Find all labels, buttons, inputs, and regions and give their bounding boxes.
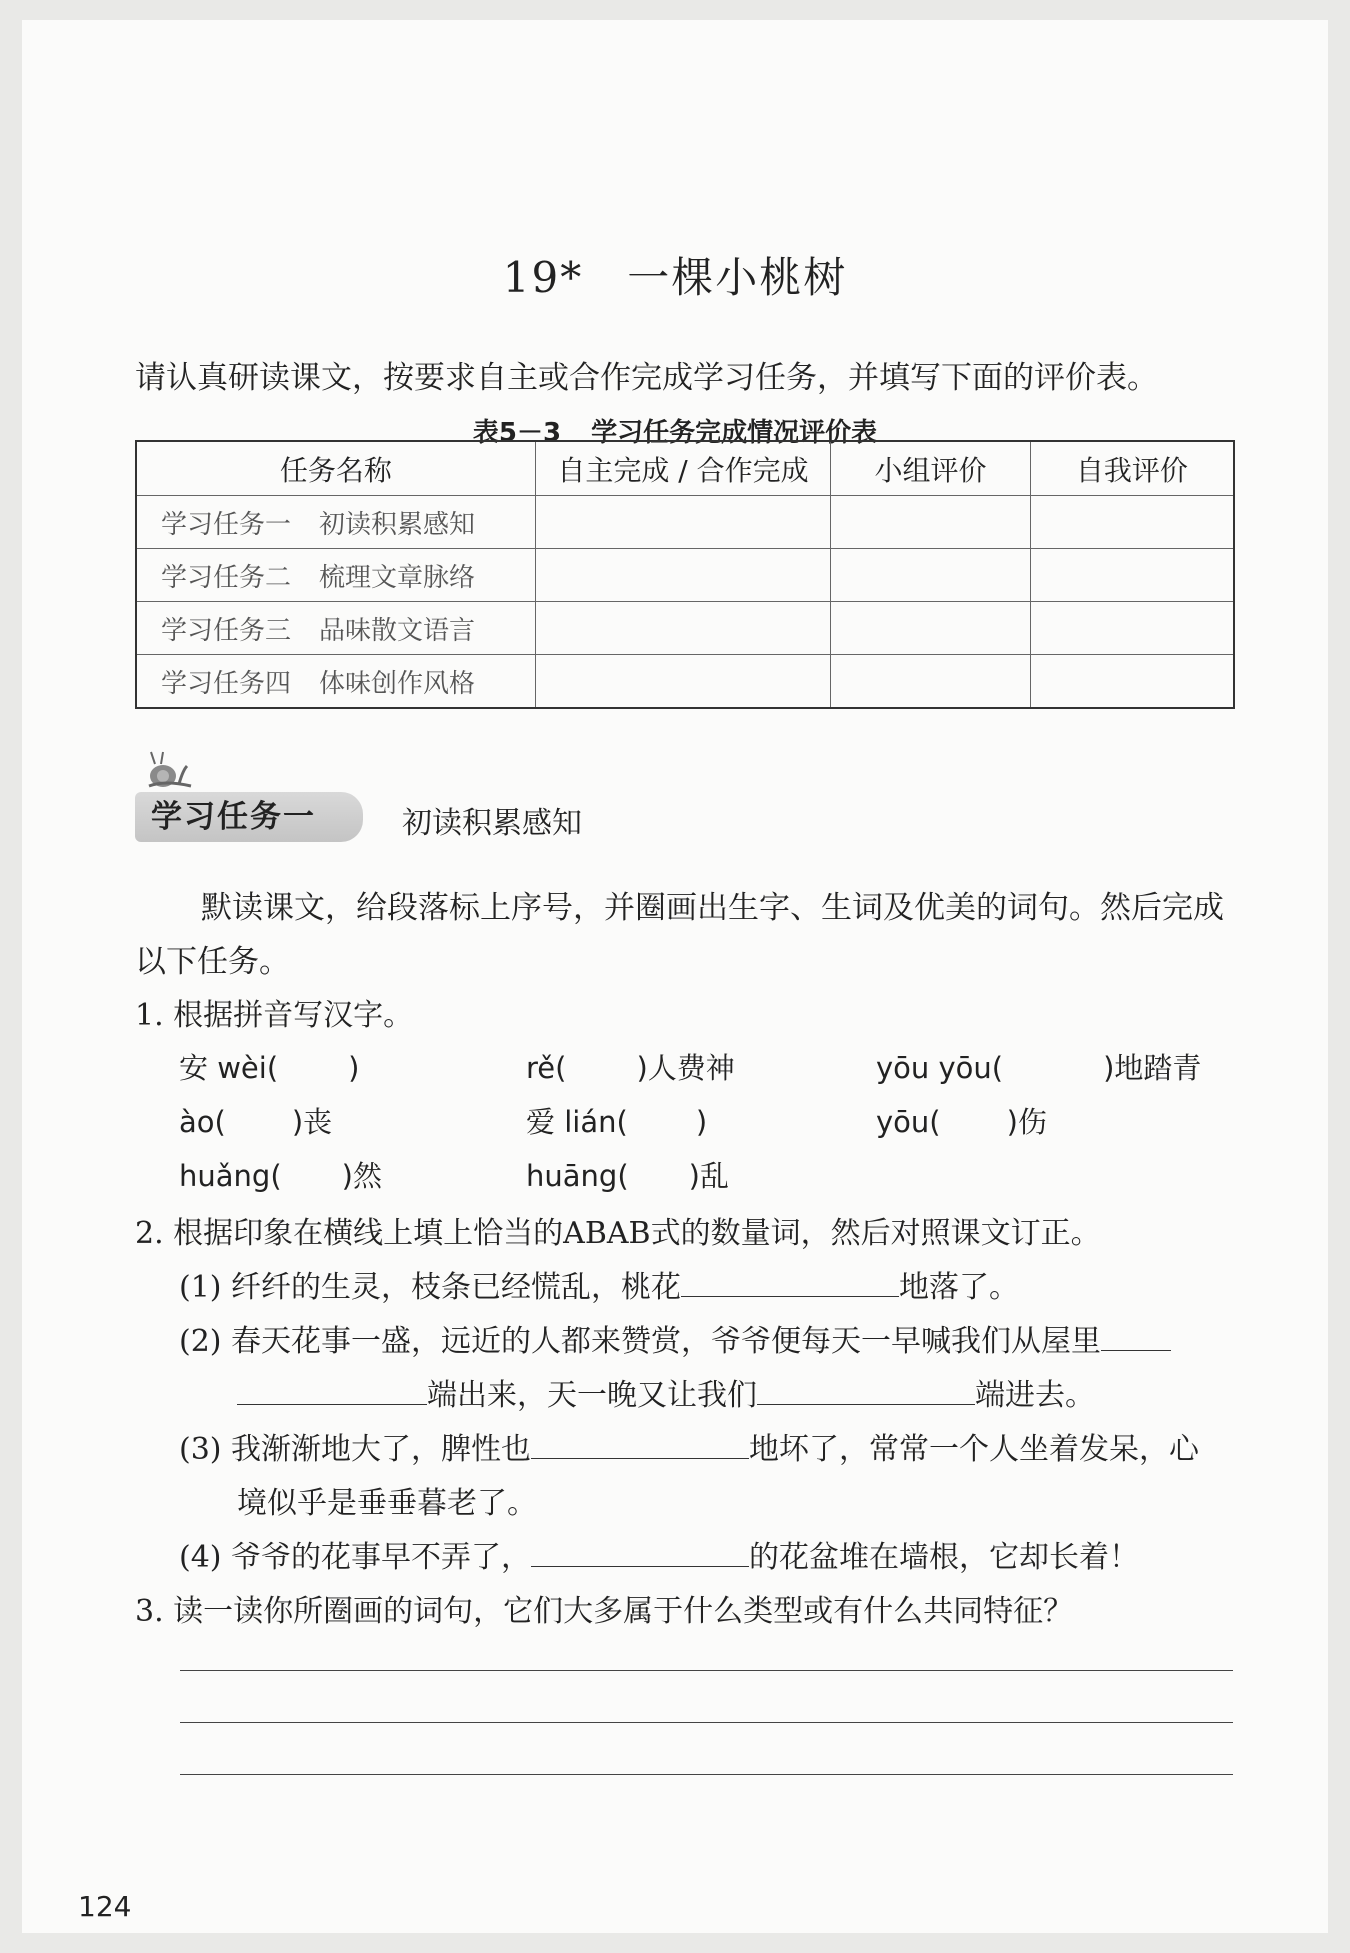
lesson-title — [22, 245, 1328, 305]
answer-line[interactable] — [180, 1670, 1233, 1671]
task-section-subtitle: 初读积累感知 — [402, 806, 582, 841]
snail-icon — [145, 750, 195, 788]
table-row — [136, 655, 1234, 709]
instruction-line-2: 以下任务。 — [135, 944, 290, 980]
table-row — [136, 602, 1234, 655]
task-title: 品味散文语言 — [319, 615, 476, 646]
sentence-2-cont: 端出来，天一晚又让我们 端进去。 — [237, 1370, 1095, 1414]
question-2-prompt: 2. 根据印象在横线上填上恰当的ABAB式的数量词，然后对照课文订正。 — [135, 1216, 1101, 1251]
fill-blank[interactable] — [1101, 1326, 1171, 1351]
task-name-cell — [136, 549, 535, 602]
table-row — [136, 496, 1234, 549]
answer-line[interactable] — [180, 1774, 1233, 1775]
pinyin-item: yōu( )伤 — [876, 1105, 1047, 1139]
task-name-cell — [136, 602, 535, 655]
header-task-name: 任务名称 — [136, 441, 535, 496]
sentence-1: (1) 纤纤的生灵，枝条已经慌乱，桃花 地落了。 — [179, 1270, 1020, 1305]
self-eval-cell[interactable] — [1030, 549, 1234, 602]
completion-cell[interactable] — [535, 655, 830, 709]
task-label: 学习任务三 — [161, 615, 292, 646]
sentence-2: (2) 春天花事一盛，远近的人都来赞赏，爷爷便每天一早喊我们从屋里 — [179, 1316, 1171, 1360]
group-eval-cell[interactable] — [831, 496, 1031, 549]
answer-line[interactable] — [180, 1722, 1233, 1723]
sentence-3-cont: 境似乎是垂垂暮老了。 — [237, 1486, 537, 1521]
table-number: 表5－3 — [472, 418, 562, 448]
fill-blank[interactable] — [681, 1272, 899, 1297]
evaluation-table — [135, 440, 1235, 709]
pinyin-item: 安 wèi( ) — [179, 1051, 360, 1085]
task-title: 梳理文章脉络 — [319, 562, 476, 593]
task-label: 学习任务一 — [161, 509, 292, 540]
task-title: 初读积累感知 — [319, 509, 476, 540]
pinyin-item: yōu yōu( )地踏青 — [876, 1051, 1202, 1085]
task-name-cell — [136, 496, 535, 549]
task-title: 体味创作风格 — [319, 668, 476, 699]
task-label: 学习任务二 — [161, 562, 292, 593]
group-eval-cell[interactable] — [831, 602, 1031, 655]
header-self-eval: 自我评价 — [1030, 441, 1234, 496]
task-label: 学习任务四 — [161, 668, 292, 699]
group-eval-cell[interactable] — [831, 655, 1031, 709]
pinyin-item: ào( )丧 — [179, 1105, 333, 1139]
pinyin-item: rě( )人费神 — [526, 1051, 735, 1085]
header-group-eval: 小组评价 — [831, 441, 1031, 496]
sentence-4: (4) 爷爷的花事早不弄了， 的花盆堆在墙根，它却长着！ — [179, 1540, 1140, 1575]
self-eval-cell[interactable] — [1030, 655, 1234, 709]
group-eval-cell[interactable] — [831, 549, 1031, 602]
table-row — [136, 549, 1234, 602]
pinyin-item: huǎng( )然 — [179, 1159, 382, 1193]
header-completion: 自主完成 / 合作完成 — [535, 441, 830, 496]
table-header-row — [136, 441, 1234, 496]
worksheet-page — [22, 20, 1328, 1933]
fill-blank[interactable] — [757, 1380, 975, 1405]
completion-cell[interactable] — [535, 496, 830, 549]
instruction-line-1: 默读课文，给段落标上序号，并圈画出生字、生词及优美的词句。然后完成 — [201, 890, 1224, 926]
table-caption-text: 学习任务完成情况评价表 — [591, 418, 878, 448]
page-number: 124 — [78, 1890, 132, 1923]
fill-blank[interactable] — [531, 1434, 749, 1459]
fill-blank[interactable] — [531, 1542, 749, 1567]
question-3-prompt: 3. 读一读你所圈画的词句，它们大多属于什么类型或有什么共同特征？ — [135, 1594, 1074, 1629]
completion-cell[interactable] — [535, 549, 830, 602]
self-eval-cell[interactable] — [1030, 496, 1234, 549]
pinyin-item: huāng( )乱 — [526, 1159, 729, 1193]
lesson-name: 一棵小桃树 — [627, 253, 848, 302]
self-eval-cell[interactable] — [1030, 602, 1234, 655]
intro-text: 请认真研读课文，按要求自主或合作完成学习任务，并填写下面的评价表。 — [135, 360, 1158, 396]
lesson-number: 19* — [502, 253, 584, 302]
question-1-prompt: 1. 根据拼音写汉字。 — [135, 998, 414, 1033]
fill-blank[interactable] — [237, 1380, 427, 1405]
pinyin-item: 爱 lián( ) — [526, 1105, 708, 1139]
completion-cell[interactable] — [535, 602, 830, 655]
sentence-3: (3) 我渐渐地大了，脾性也 地坏了，常常一个人坐着发呆，心 — [179, 1432, 1200, 1467]
task-name-cell — [136, 655, 535, 709]
task-section-badge: 学习任务一 — [135, 792, 363, 842]
